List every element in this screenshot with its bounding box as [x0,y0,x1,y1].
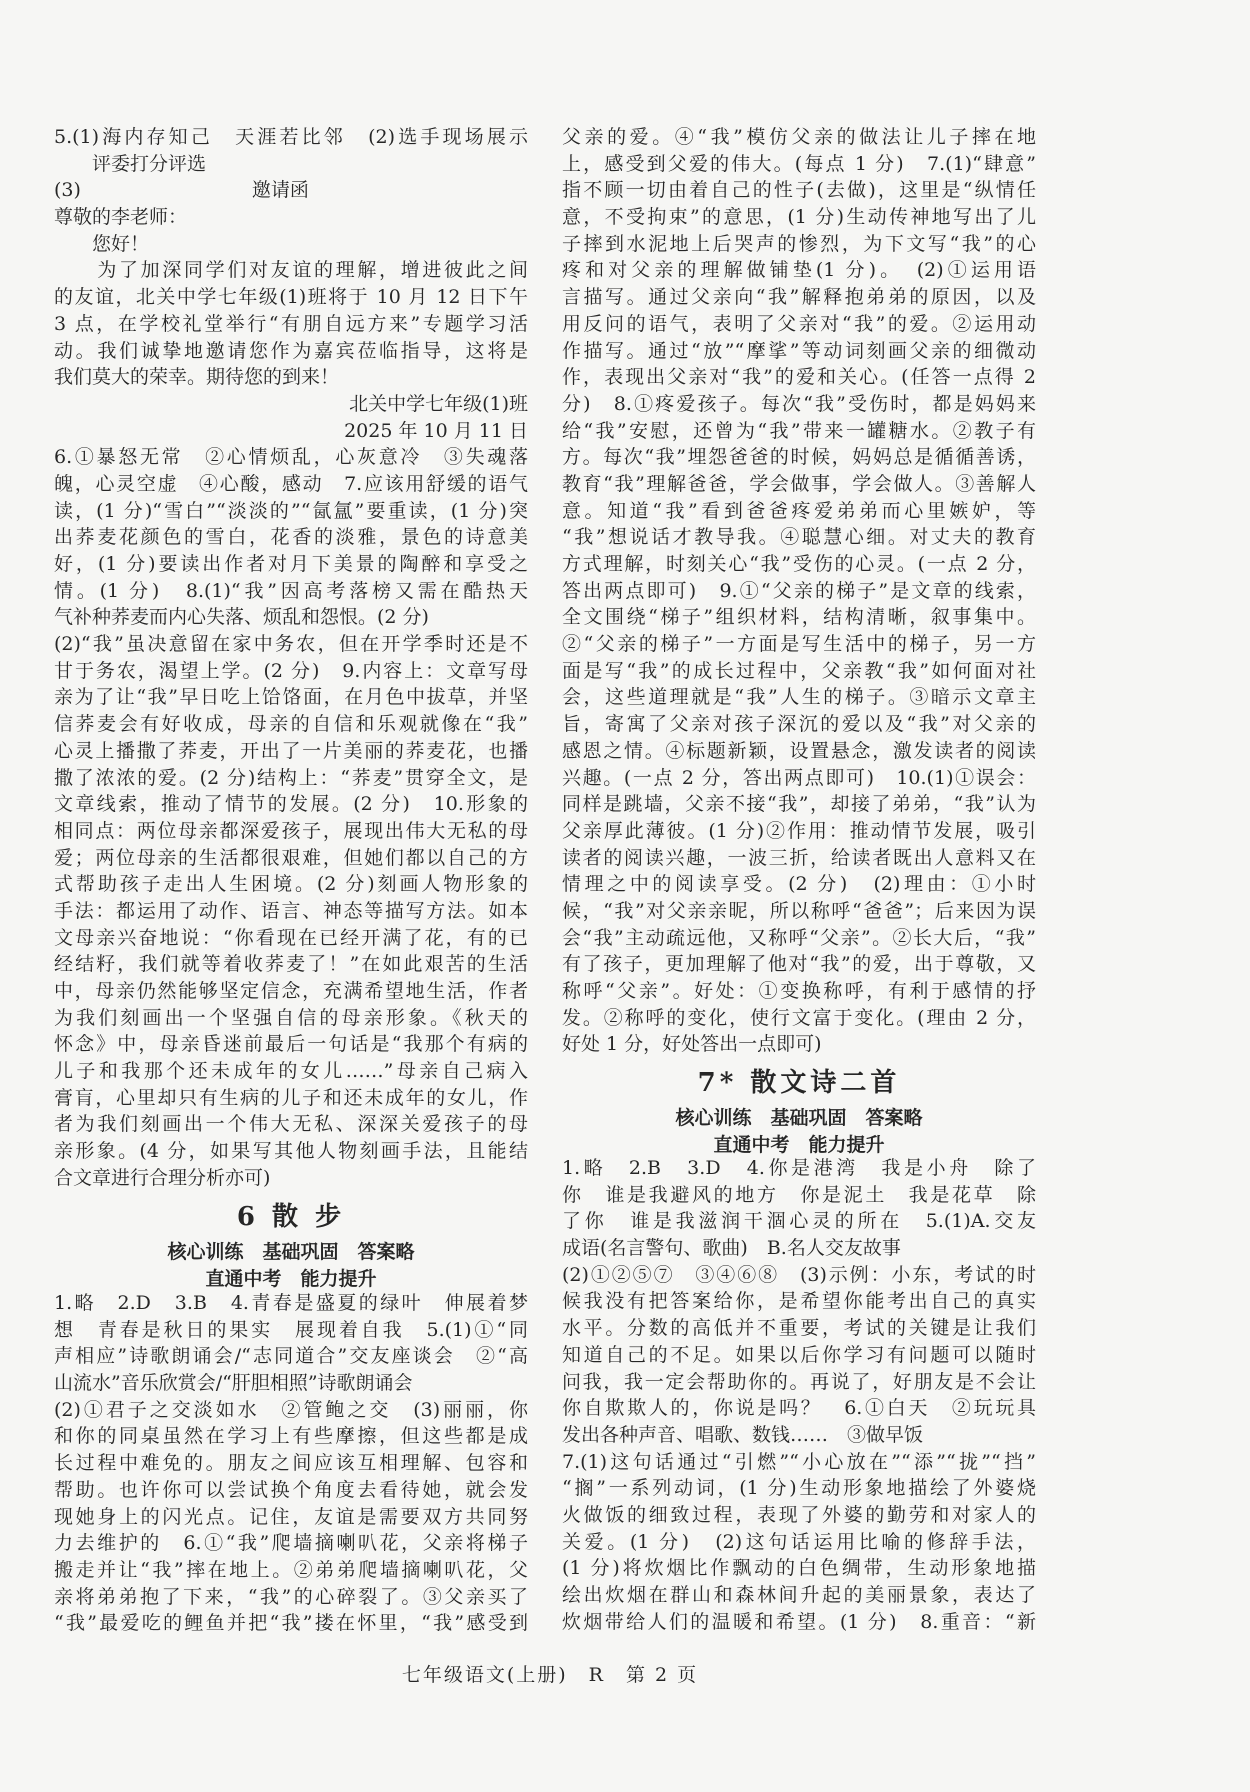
text-line: 候我没有把答案给你，是希望你能考出自己的真实 [562,1290,1036,1313]
section-subtitle: 核心训练 基础巩固 答案略 [675,1107,923,1129]
text-line: 教育“我”理解爸爸，学会做事，学会做人。③善解人 [562,472,1036,495]
text-line: 的友谊，北关中学七年级(1)班将于 10 月 12 日下午 [54,286,528,309]
section-heading-6 [54,1195,528,1293]
text-line: 文母亲兴奋地说：“你看现在已经开满了花，有的已 [54,926,528,949]
text-line: 撒了浓浓的爱。(2 分)结构上：“荞麦”贯穿全文，是 [54,766,528,789]
text-line: 上，感受到父爱的伟大。(每点 1 分) 7.(1)“肆意” [562,152,1036,175]
text-line: 动。我们诚挚地邀请您作为嘉宾莅临指导，这将是 [54,339,528,362]
text-line: 意，不受拘束”的意思，(1 分)生动传神地写出了儿 [562,206,1036,229]
text-line: 儿子和我那个还未成年的女儿……”母亲自己病入 [54,1060,528,1083]
text-line: 和你的同桌虽然在学习上有些摩擦，但这些都是成 [54,1425,528,1448]
text-line: 尊敬的李老师： [54,206,188,229]
text-line: 关爱。(1 分) (2)这句话运用比喻的修辞手法， [562,1530,1036,1553]
text-line: 言描写。通过父亲向“我”解释抱弟弟的原因，以及 [562,286,1036,309]
text-line: 分) 8.①疼爱孩子。每次“我”受伤时，都是妈妈来 [562,392,1036,415]
text-line: 6.①暴怒无常 ②心情烦乱，心灰意冷 ③失魂落 [54,446,528,469]
text-line: 你 谁是我避风的地方 你是泥土 我是花草 除 [562,1183,1036,1206]
text-line: 出荞麦花颜色的雪白，花香的淡雅，景色的诗意美 [54,526,528,549]
text-line: 发。②称呼的变化，使行文富于变化。(理由 2 分， [562,1006,1036,1029]
text-line: 知道自己的不足。如果以后你学习有问题可以随时 [562,1343,1036,1366]
text-line: 爱；两位母亲的生活都很艰难，但她们都以自己的方 [54,846,528,869]
right-column-text-bottom [562,1155,1036,1635]
text-line: 兴趣。(一点 2 分，答出两点即可) 10.(1)①误会： [562,766,1036,789]
text-line: 2025 年 10 月 11 日 [344,419,528,442]
left-column-text-top [54,124,528,1192]
text-line: 搬走并让“我”摔在地上。②弟弟爬墙摘喇叭花，父 [54,1558,528,1581]
text-line: 好处 1 分，好处答出一点即可) [562,1033,822,1056]
text-line: 意。知道“我”看到爸爸疼爱弟弟而心里嫉妒，等 [562,499,1036,522]
text-line: 用反问的语气，表明了父亲对“我”的爱。②运用动 [562,312,1036,335]
text-line: 作，表现出父亲对“我”的爱和关心。(任答一点得 2 [562,366,1036,389]
text-line: 亲将弟弟抱了下来，“我”的心碎裂了。③父亲买了 [54,1585,528,1608]
text-line: 了你 谁是我滋润干涸心灵的所在 5.(1)A.交友 [562,1210,1036,1233]
text-line: 全文围绕“梯子”组织材料，结构清晰，叙事集中。 [562,606,1036,629]
text-line: 我们莫大的荣幸。期待您的到来！ [54,366,340,389]
text-line: 给“我”安慰，还曾为“我”带来一罐糖水。②教子有 [562,419,1036,442]
text-line: “我”最爱吃的鲤鱼并把“我”搂在怀里，“我”感受到 [54,1612,528,1635]
text-line: ②“父亲的梯子”一方面是写生活中的梯子，另一方 [562,633,1036,656]
text-line: 炊烟带给人们的温暖和希望。(1 分) 8.重音：“新 [562,1610,1036,1633]
text-line: 方。每次“我”埋怨爸爸的时候，妈妈总是循循善诱， [562,446,1036,469]
text-line: 读者的阅读兴趣，一波三折，给读者既出人意料又在 [562,846,1036,869]
text-line: 声相应”诗歌朗诵会/“志同道合”交友座谈会 ②“高 [54,1345,528,1368]
text-line: 称呼“父亲”。好处：①变换称呼，有利于感情的抒 [562,980,1036,1002]
text-line: 7.(1)这句话通过“引燃”“小心放在”“添”“拢”“挡” [562,1450,1036,1473]
text-line: 你自欺欺人的，你说是吗？ 6.①白天 ②玩玩具 [562,1397,1036,1420]
text-line: “我”想说话才教导我。④聪慧心细。对丈夫的教育 [562,526,1036,549]
text-line: 读，(1 分)“雪白”“淡淡的”“氤氲”要重读，(1 分)突 [54,499,528,522]
text-line: 好，(1 分)要读出作者对月下美景的陶醉和享受之 [54,553,528,575]
text-line: 为我们刻画出一个坚强自信的母亲形象。《秋天的 [54,1006,528,1029]
text-line: 信荞麦会有好收成，母亲的自信和乐观就像在“我” [54,713,528,736]
text-line: 相同点：两位母亲都深爱孩子，展现出伟大无私的母 [54,819,528,842]
page-footer: 七年级语文(上册) R 第 2 页 [401,1664,699,1686]
text-line: 山流水”音乐欣赏会/“肝胆相照”诗歌朗诵会 [54,1372,413,1395]
text-line: 1.略 2.D 3.B 4.青春是盛夏的绿叶 伸展着梦 [54,1292,528,1314]
text-line: (2)①君子之交淡如水 ②管鲍之交 (3)丽丽，你 [54,1398,528,1421]
text-line: (3) 邀请函 [54,179,309,202]
section-title: 7* 散文诗二首 [697,1068,901,1098]
text-line: “搁”一系列动词，(1 分)生动形象地描绘了外婆烧 [562,1477,1036,1500]
text-line: 情理之中的阅读享受。(2 分) (2)理由：①小时 [562,873,1036,896]
text-line: 绘出炊烟在群山和森林间升起的美丽景象，表达了 [562,1584,1036,1606]
section-heading-7 [562,1061,1036,1159]
text-line: 北关中学七年级(1)班 [349,392,528,415]
text-line: 中，母亲仍然能够坚定信念，充满希望地生活，作者 [54,980,528,1002]
text-line: 气补种荞麦而内心失落、烦乱和怨恨。(2 分) [54,606,429,629]
text-line: 想 青春是秋日的果实 展现着自我 5.(1)①“同 [54,1318,528,1341]
text-line: 帮助。也许你可以尝试换个角度去看待她，就会发 [54,1478,528,1501]
text-line: 成语(名言警句、歌曲) B.名人交友故事 [562,1237,901,1260]
text-line: 力去维护的 6.①“我”爬墙摘喇叭花，父亲将梯子 [54,1532,528,1555]
text-line: (2)“我”虽决意留在家中务农，但在开学季时还是不 [54,633,528,656]
text-line: 疼和对父亲的理解做铺垫(1 分)。 (2)①运用语 [562,259,1036,282]
text-line: 合文章进行合理分析亦可) [54,1166,271,1189]
text-line: 情。(1 分) 8.(1)“我”因高考落榜又需在酷热天 [54,579,528,602]
text-line: 父亲的爱。④“我”模仿父亲的做法让儿子摔在地 [562,126,1036,148]
text-line: 候，“我”对父亲亲昵，所以称呼“爸爸”；后来因为误 [562,899,1036,922]
text-line: 为了加深同学们对友谊的理解，增进彼此之间 [54,259,528,282]
text-line: 3 点，在学校礼堂举行“有朋自远方来”专题学习活 [54,312,528,335]
text-line: 膏肓，心里却只有生病的儿子和还未成年的女儿，作 [54,1086,528,1109]
section-subtitle: 核心训练 基础巩固 答案略 [167,1241,415,1263]
text-line: 发出各种声音、唱歌、数钱…… ③做早饭 [562,1423,924,1446]
text-line: 您好！ [54,232,150,255]
text-line: 子摔到水泥地上后哭声的惨烈，为下文写“我”的心 [562,232,1036,255]
left-column-text-bottom [54,1290,528,1637]
text-line: 水平。分数的高低并不重要，考试的关键是让我们 [562,1317,1036,1340]
text-line: 会，这些道理就是“我”人生的梯子。③暗示文章主 [562,686,1036,709]
text-line: 怀念》中，母亲昏迷前最后一句话是“我那个有病的 [54,1033,528,1056]
text-line: 心灵上播撒了荞麦，开出了一片美丽的荞麦花，也播 [54,739,528,762]
text-line: 方式理解，时刻关心“我”受伤的心灵。(一点 2 分， [562,553,1036,575]
text-line: 亲形象。(4 分，如果写其他人物刻画手法，且能结 [54,1140,528,1163]
text-line: 会“我”主动疏远他，又称呼“父亲”。②长大后，“我” [562,926,1036,949]
text-line: 式帮助孩子走出人生困境。(2 分)刻画人物形象的 [54,873,528,896]
text-line: 者为我们刻画出一个伟大无私、深深关爱孩子的母 [54,1113,528,1136]
text-line: 面是写“我”的成长过程中，父亲教“我”如何面对社 [562,659,1036,682]
text-line: 长过程中难免的。朋友之间应该互相理解、包容和 [54,1452,528,1475]
text-line: 1.略 2.B 3.D 4.你是港湾 我是小舟 除了 [562,1157,1036,1179]
text-line: 火做饭的细致过程，表现了外婆的勤劳和对家人的 [562,1503,1036,1526]
text-line: 5.(1)海内存知己 天涯若比邻 (2)选手现场展示 [54,126,528,148]
section-subtitle: 直通中考 能力提升 [713,1134,885,1156]
text-line: 亲为了让“我”早日吃上饸饹面，在月色中拔草，并坚 [54,686,528,709]
section-subtitle: 直通中考 能力提升 [205,1268,377,1290]
text-line: 指不顾一切由着自己的性子(去做)，这里是“纵情任 [562,179,1036,202]
text-line: 现她身上的闪光点。记住，友谊是需要双方共同努 [54,1505,528,1528]
text-line: 父亲厚此薄彼。(1 分)②作用：推动情节发展，吸引 [562,819,1036,842]
text-line: 甘于务农，渴望上学。(2 分) 9.内容上：文章写母 [54,659,528,682]
text-line: 评委打分评选 [92,152,207,175]
text-line: 答出两点即可) 9.①“父亲的梯子”是文章的线索， [562,579,1036,602]
text-line: 经结籽，我们就等着收荞麦了！”在如此艰苦的生活 [54,953,528,976]
text-line: (1 分)将炊烟比作飘动的白色绸带，生动形象地描 [562,1557,1036,1580]
text-line: 问我，我一定会帮助你的。再说了，好朋友是不会让 [562,1370,1036,1393]
text-line: 旨，寄寓了父亲对孩子深沉的爱以及“我”对父亲的 [562,713,1036,736]
text-line: (2)①②⑤⑦ ③④⑥⑧ (3)示例：小东，考试的时 [562,1263,1036,1286]
text-line: 同样是跳墙，父亲不接“我”，却接了弟弟，“我”认为 [562,793,1036,816]
text-line: 感恩之情。④标题新颖，设置悬念，激发读者的阅读 [562,739,1036,762]
section-title: 6 散 步 [236,1202,346,1232]
text-line: 作描写。通过“放”“摩挲”等动词刻画父亲的细微动 [562,339,1036,362]
text-line: 文章线索，推动了情节的发展。(2 分) 10.形象的 [54,793,528,816]
text-line: 有了孩子，更加理解了他对“我”的爱，出于尊敬，又 [562,953,1036,976]
right-column-text-top [562,124,1036,1058]
text-line: 手法：都运用了动作、语言、神态等描写方法。如本 [54,899,528,922]
text-line: 魄，心灵空虚 ④心酸，感动 7.应该用舒缓的语气 [54,472,528,495]
